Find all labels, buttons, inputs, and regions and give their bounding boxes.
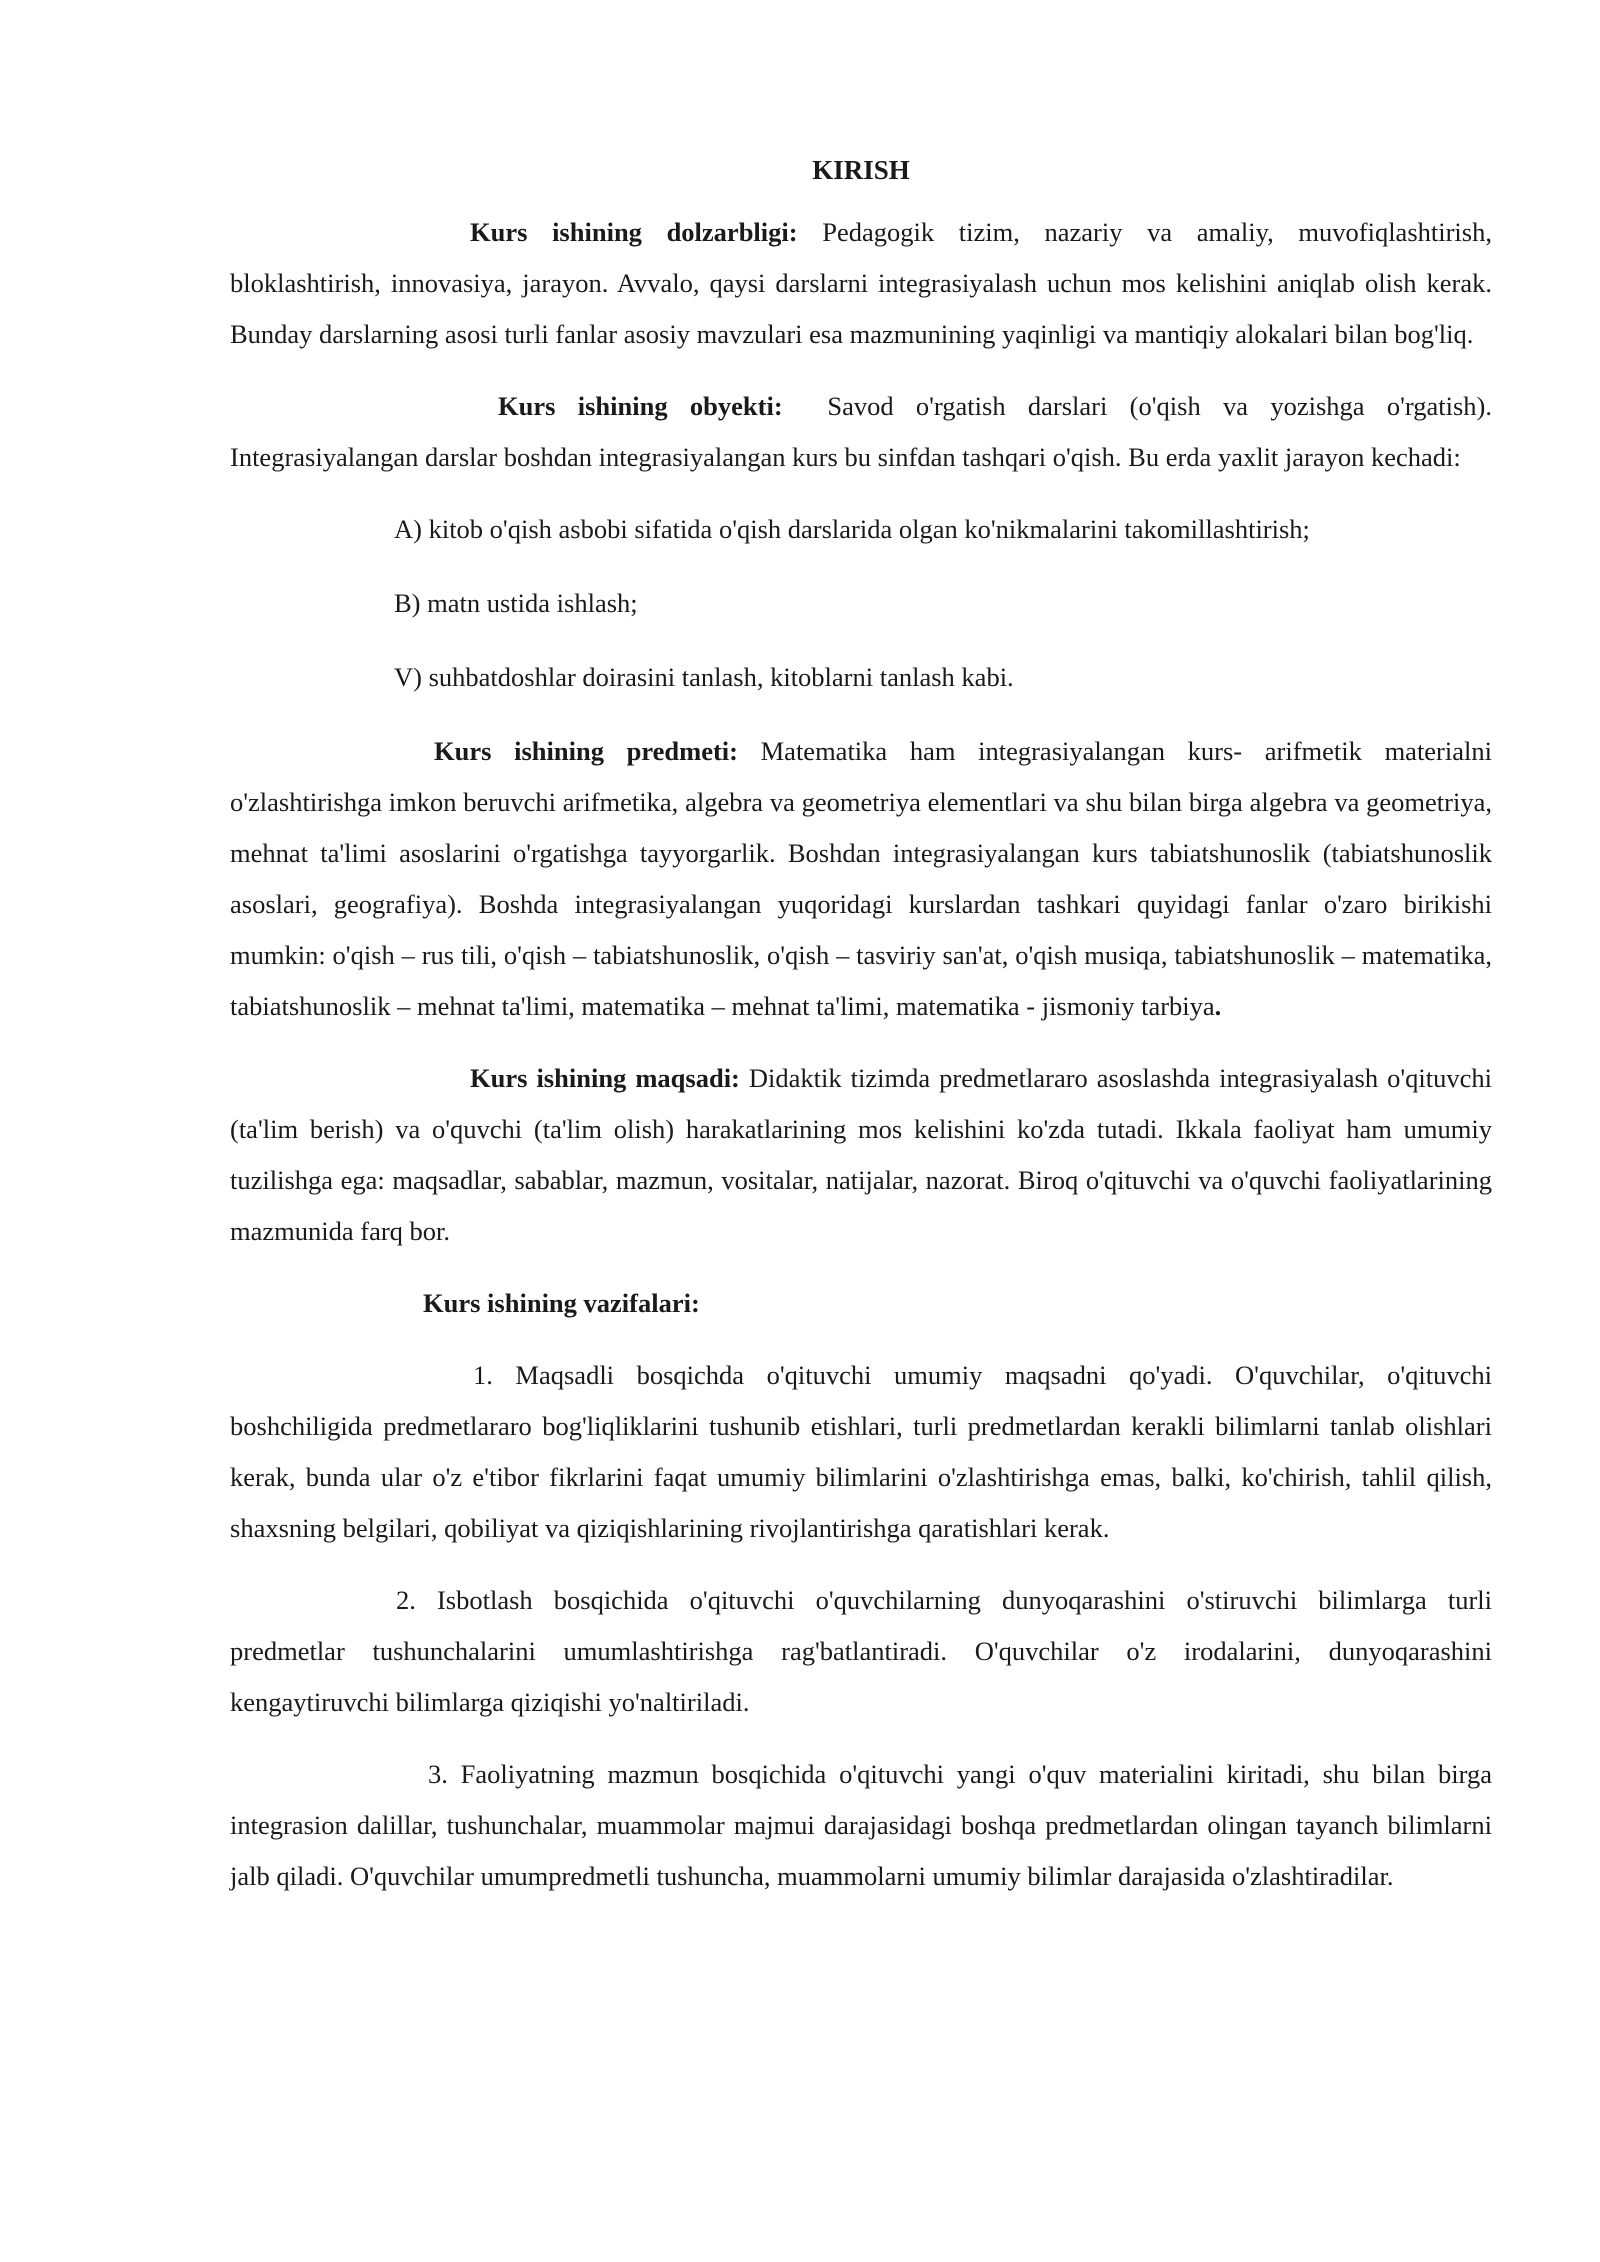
text-predmeti-end: .: [1214, 991, 1222, 1021]
text-predmeti: Matematika ham integrasiyalangan kurs- arifmetik materialni o'zlashtirishga imkon beruvchi arifmetika, algebra va geometriya elementlari va shu bilan birga algebra va geometriya, mehnat ta'limi asoslarini o'rgatishga tayyorgarlik. Boshdan integrasiyalangan kurs tabiatshunoslik (tabiatshunoslik asoslari, geografiya). Boshda integrasiyalangan yuqoridagi kurslardan tashkari quyidagi fanlar o'zaro birikishi mumkin: o'qish – rus tili, o'qish – tabiatshunoslik, o'qish – tasviriy san'at, o'qish musiqa, tabiatshunoslik – matematika, tabiatshunoslik – mehnat ta'limi, matematika – mehnat ta'limi, matematika - jismoniy tarbiya: [230, 736, 1492, 1021]
task-2: 2. Isbotlash bosqichida o'qituvchi o'quvchilarning dunyoqarashini o'stiruvchi bilimlarga turli predmetlar tushunchalarini umumlashtirishga rag'batlantiradi. O'quvchilar o'z irodalarini, dunyoqarashini kengaytiruvchi bilimlarga qiziqishi yo'naltiriladi.: [230, 1585, 1492, 1717]
list-item-b: B) matn ustida ishlash;: [394, 588, 638, 618]
task-1: 1. Maqsadli bosqichda o'qituvchi umumiy maqsadni qo'yadi. O'quvchilar, o'qituvchi boshchiligida predmetlararo bog'liqliklarini tushunib etishlari, turli predmetlardan kerakli bilimlarni tanlab olishlari kerak, bunda ular o'z e'tibor fikrlarini faqat umumiy bilimlarini o'zlashtirishga emas, balki, ko'chirish, tahlil qilish, shaxsning belgilari, qobiliyat va qiziqishlarining rivojlantirishga qaratishlari kerak.: [230, 1360, 1492, 1543]
task-3: 3. Faoliyatning mazmun bosqichida o'qituvchi yangi o'quv materialini kiritadi, shu bilan birga integrasion dalillar, tushunchalar, muammolar majmui darajasidagi boshqa predmetlardan olingan tayanch bilimlarni jalb qiladi. O'quvchilar umumpredmetli tushuncha, muammolarni umumiy bilimlar darajasida o'zlashtiradilar.: [230, 1759, 1492, 1891]
paragraph-obyekti: [230, 381, 1499, 483]
text-dolzarbligi: Pedagogik tizim, nazariy va amaliy, muvofiqlashtirish, bloklashtirish, innovasiya, jarayon. Avvalo, qaysi darslarni integrasiyalash uchun mos kelishini aniqlab olish kerak. Bunday darslarning asosi turli fanlar asosiy mavzulari esa mazmunining yaqinligi va mantiqiy alokalari bilan bog'liq.: [230, 217, 1492, 349]
paragraph-dolzarbligi: [230, 207, 1492, 360]
page-title: KIRISH: [812, 155, 910, 185]
text-maqsadi: Didaktik tizimda predmetlararo asoslashda integrasiyalash o'qituvchi (ta'lim berish) va o'quvchi (ta'lim olish) harakatlarining mos kelishini ko'zda tutadi. Ikkala faoliyat ham umumiy tuzilishga ega: maqsadlar, sabablar, mazmun, vositalar, natijalar, nazorat. Biroq o'qituvchi va o'quvchi faoliyatlarining mazmunida farq bor.: [230, 1063, 1492, 1246]
paragraph-predmeti: [230, 726, 1492, 1032]
heading-dolzarbligi: Kurs ishining dolzarbligi:: [470, 217, 798, 247]
heading-vazifalari: Kurs ishining vazifalari:: [423, 1288, 700, 1318]
document-body: [230, 150, 1499, 1923]
heading-predmeti: Kurs ishining predmeti:: [434, 736, 738, 766]
heading-maqsadi: Kurs ishining maqsadi:: [470, 1063, 740, 1093]
paragraph-maqsadi: [230, 1053, 1492, 1257]
heading-obyekti: Kurs ishining obyekti:: [498, 391, 783, 421]
text-obyekti: Savod o'rgatish darslari (o'qish va yozishga o'rgatish). Integrasiyalangan darslar boshdan integrasiyalangan kurs bu sinfdan tashqari o'qish. Bu erda yaxlit jarayon kechadi:: [230, 391, 1499, 472]
list-item-a: A) kitob o'qish asbobi sifatida o'qish darslarida olgan ko'nikmalarini takomillashtirish;: [394, 514, 1310, 544]
list-item-v: V) suhbatdoshlar doirasini tanlash, kitoblarni tanlash kabi.: [394, 662, 1014, 692]
